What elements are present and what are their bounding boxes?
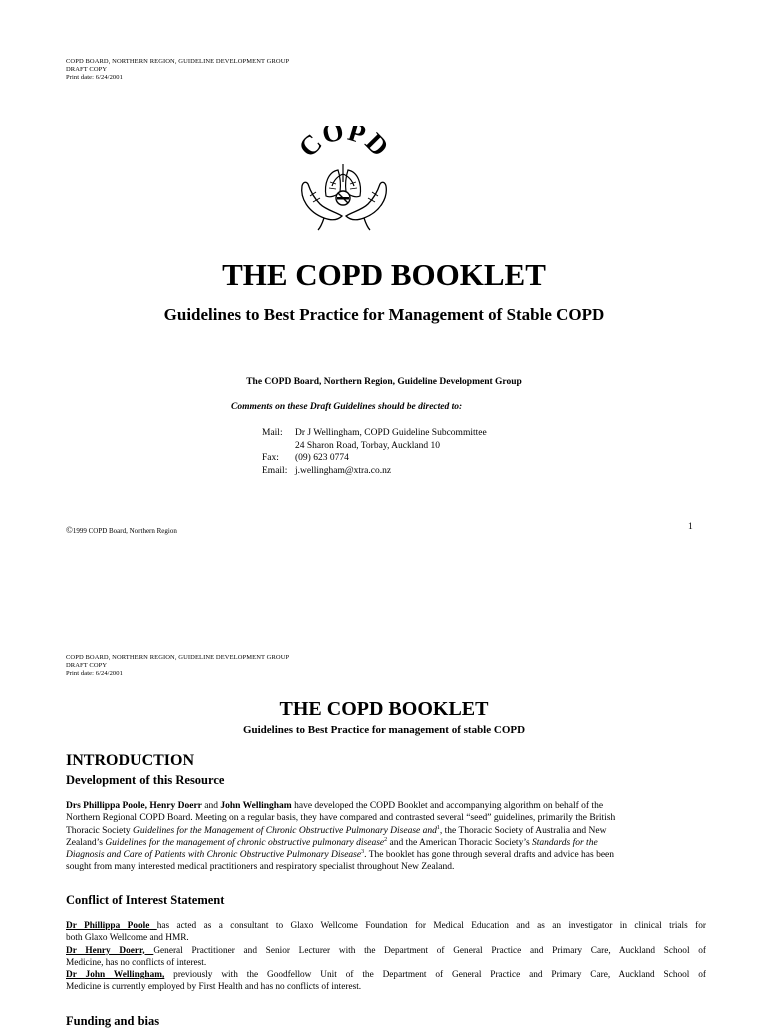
- header-line-1: COPD BOARD, NORTHERN REGION, GUIDELINE DEVELOPMENT GROUP: [66, 58, 290, 65]
- dev-line-6: sought from many interested medical practitioners and respiratory specialist throughout New Zealand.: [66, 862, 455, 873]
- comments-line: Comments on these Draft Guidelines should be directed to:: [231, 402, 463, 412]
- page-number: 1: [688, 522, 693, 532]
- page2-header: [66, 654, 289, 678]
- fax-number: (09) 623 0774: [295, 453, 349, 463]
- ref-3: 3: [361, 849, 365, 856]
- mail-label: Mail:: [262, 428, 283, 438]
- introduction-heading: INTRODUCTION: [66, 752, 195, 769]
- mail-line-1: Dr J Wellingham, COPD Guideline Subcommittee: [295, 428, 487, 438]
- dev-line-5b: . The booklet has gone through several drafts and advice has been: [364, 850, 615, 861]
- wellingham-name: Dr John Wellingham,: [66, 970, 165, 981]
- funding-heading: Funding and bias: [66, 1014, 160, 1028]
- mail-line-2: 24 Sharon Road, Torbay, Auckland 10: [295, 440, 440, 451]
- conflict-heading: Conflict of Interest Statement: [66, 893, 225, 907]
- header-line-3: Print date: 6/24/2001: [66, 74, 123, 81]
- development-paragraph: [66, 800, 706, 874]
- poole-line-2: both Glaxo Wellcome and HMR.: [66, 933, 189, 944]
- header-line-3: Print date: 6/24/2001: [66, 670, 123, 677]
- page1-header: [66, 58, 289, 82]
- copyright-symbol: ©: [66, 525, 73, 535]
- conflict-paragraph: [66, 920, 706, 994]
- dev-line-3a: Thoracic Society: [66, 825, 134, 836]
- copd-logo-icon: [294, 126, 394, 232]
- authors-1: Drs Phillippa Poole, Henry Doerr: [66, 801, 202, 811]
- header-line-2: DRAFT COPY: [66, 662, 108, 669]
- page2-subtitle: Guidelines to Best Practice for management of stable COPD: [242, 724, 526, 736]
- page2-title: THE COPD BOOKLET: [279, 698, 489, 720]
- dev-line-2: Northern Regional COPD Board. Meeting on a regular basis, they have compared and contrasted several “seed” guidelines, primarily the British: [66, 813, 616, 824]
- contact-block: [262, 427, 487, 477]
- ref-2: 2: [384, 836, 388, 843]
- development-heading: Development of this Resource: [66, 773, 225, 787]
- doerr-name: Dr Henry Doerr,: [66, 945, 154, 956]
- dev-line-1-rest: have developed the COPD Booklet and accompanying algorithm on behalf of the: [291, 801, 604, 811]
- header-line-1: COPD BOARD, NORTHERN REGION, GUIDELINE DEVELOPMENT GROUP: [66, 654, 290, 661]
- dev-line-4b: and the American Thoracic Society’s: [387, 837, 533, 848]
- dev-line-3b: , the Thoracic Society of Australia and New: [439, 825, 607, 836]
- page1-title: THE COPD BOOKLET: [222, 257, 546, 292]
- dev-line-5-italic: Diagnosis and Care of Patients with Chronic Obstructive Pulmonary Disease: [66, 850, 362, 861]
- copyright-text: 1999 COPD Board, Northern Region: [72, 527, 177, 535]
- email-label: Email:: [262, 465, 288, 476]
- dev-line-4-italic: Guidelines for the management of chronic obstructive pulmonary disease: [105, 837, 385, 848]
- board-line: The COPD Board, Northern Region, Guideline Development Group: [246, 377, 522, 387]
- doerr-line-2: Medicine, has no conflicts of interest.: [66, 957, 207, 968]
- page1-footer: [66, 525, 177, 535]
- and-text: and: [201, 801, 221, 811]
- dev-line-3-italic: Guidelines for the Management of Chronic Obstructive Pulmonary Disease and: [133, 825, 437, 836]
- email-address: j.wellingham@xtra.co.nz: [295, 465, 392, 476]
- dev-line-4a: Zealand’s: [66, 837, 106, 848]
- page1-subtitle: Guidelines to Best Practice for Management of Stable COPD: [163, 305, 605, 324]
- ref-1: 1: [436, 824, 440, 831]
- dev-line-4-italic-2: Standards for the: [532, 837, 598, 848]
- logo-text: COPD: [294, 126, 394, 163]
- authors-2: John Wellingham: [220, 801, 292, 811]
- wellingham-line-1: previously with the Goodfellow Unit of the Department of General Practice and Primary Care, Auckland School of: [164, 970, 707, 981]
- poole-line-1: has acted as a consultant to Glaxo Wellcome Foundation for Medical Education and as an investigator in clinical trials for: [156, 921, 706, 931]
- svg-text:COPD: [294, 126, 394, 163]
- header-line-2: DRAFT COPY: [66, 66, 108, 73]
- copd-logo: [294, 126, 394, 232]
- fax-label: Fax:: [262, 453, 279, 463]
- poole-name: Dr Phillippa Poole: [66, 921, 157, 931]
- wellingham-line-2: Medicine is currently employed by First Health and has no conflicts of interest.: [66, 982, 362, 993]
- doerr-line-1: General Practitioner and Senior Lecturer with the Department of General Practice and Primary Care, Auckland School of: [153, 945, 706, 956]
